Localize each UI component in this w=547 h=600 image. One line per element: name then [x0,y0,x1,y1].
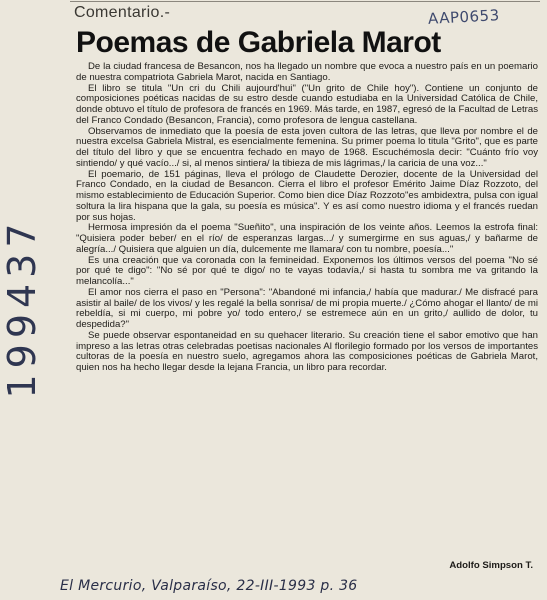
handwritten-source-note: El Mercurio, Valparaíso, 22-III-1993 p. 36 [60,578,358,594]
article-paragraph: Hermosa impresión da el poema "Sueñito", una inspiración de los veinte años. Leemos la estrofa final: "Quisiera poder beber/ en el río/ de esperanzas largas.../ y sumergirme en sus aguas,/ y bañarme de alegría.../ Quisiera que alguien un día, dulcemente me llamara/ con tu nombre, poesía..." [76,222,538,255]
article-title: Poemas de Gabriela Marot [76,26,441,59]
article-paragraph: Observamos de inmediato que la poesía de esta joven cultora de las letras, que lleva por nombre el de nuestra excelsa Gabriela Mistral, es esencialmente femenina. Su primer poema lo titula "Grito", que es parte del título del libro y que se encuentra fechado en mayo de 1968. Escuchémosla decir: "Cuánto frío voy sintiendo/ y qué vacío.../ si, al menos sintiera/ la tibieza de mis lágrimas,/ la caricia de una voz..." [76,125,538,169]
article-paragraph: Se puede observar espontaneidad en su quehacer literario. Su creación tiene el sabor emotivo que han impreso a las letras otras celebradas poetisas nacionales Al florilegio formado por los versos de importantes cultoras de la poesía en nuestro suelo, agregamos ahora las composiciones poéticas de Gabriela Marot, quien nos ha hecho llegar desde la lejana Francia, un libro para recordar. [76,329,538,373]
article-paragraph: El libro se titula "Un cri du Chili aujourd'hui" ("Un grito de Chile hoy"). Contiene un conjunto de composiciones poéticas nacidas de su estro desde cuando estudiaba en la Universidad Católica de Chile, donde obtuvo el título de profesora de francés en 1969. Más tarde, en 1987, egresó de la Facultad de Letras del Franco Condado (Besancon, Francia), como profesora de lengua castellana. [76,82,538,126]
article-paragraph: El amor nos cierra el paso en "Persona": "Abandoné mi infancia,/ había que madurar./ Me disfracé para asistir al baile/ de los vivos/ y les regalé la bella sonrisa/ de mi propia muerte./ ¿Cómo ahogar el llanto/ de mi rebeldía, si mi cuerpo, mi pobre yo/ todo entero,/ se estremece aún en un grito,/ aullido de dolor, tu despedida?" [76,286,538,330]
author-byline: Adolfo Simpson T. [449,560,533,571]
article-paragraph: El poemario, de 151 páginas, lleva el prólogo de Claudette Derozier, docente de la Universidad del Franco Condado, en la ciudad de Besancon. Cierra el libro el profesor Emérito Jaime Díaz Rozzoto, del mismo establecimiento de Educación Superior. Como bien dice Díaz Rozzoto"es ambidextra, pulsa con igual soltura la lira hispana que la gala, su poesía es música". Y es así como nuestro idioma y el francés ruedan por sus hojas. [76,168,539,223]
article-paragraph: Es una creación que va coronada con la femineidad. Exponemos los últimos versos del poema "No sé por qué te digo": "No sé por qué te digo/ no te vayas todavía,/ si hasta tu sombra me va gritando la melancolía..." [76,254,538,287]
catalog-code-stamp: AAP0653 [427,6,501,28]
top-rule [70,1,540,2]
handwritten-margin-number: 199437 [0,217,44,399]
article-paragraph: De la ciudad francesa de Besancon, nos ha llegado un nombre que evoca a nuestro país en un poemario de nuestra compatriota Gabriela Marot, nacida en Santiago. [76,61,538,83]
article-body [76,62,538,374]
section-label: Comentario.- [74,4,171,21]
